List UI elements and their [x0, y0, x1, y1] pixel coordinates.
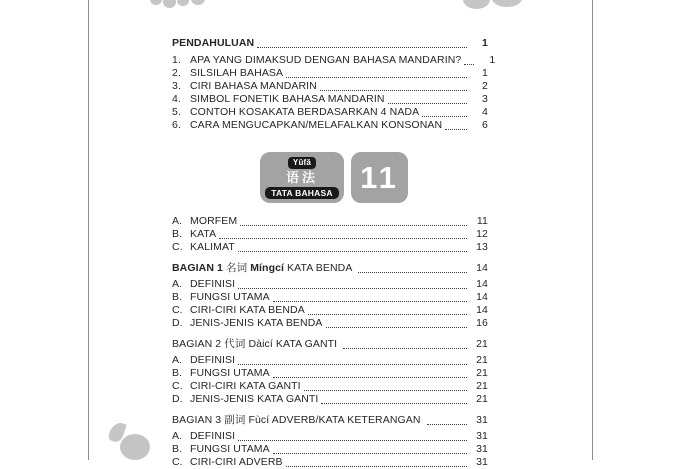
toc-row-label: FUNGSI UTAMA — [190, 367, 270, 379]
section-title-part: 名词 — [225, 262, 248, 274]
toc-row-label: CONTOH KOSAKATA BERDASARKAN 4 NADA — [190, 106, 420, 118]
dot-leader — [273, 377, 467, 378]
toc-row-page: 1 — [489, 54, 496, 66]
toc-row-label: CIRI BAHASA MANDARIN — [190, 80, 317, 92]
intro-item-list — [172, 54, 496, 132]
section-title-part: BAGIAN 3 副词 Fùcí ADVERB/KATA KETERANGAN — [172, 414, 421, 426]
toc-row-number: C. — [172, 304, 183, 316]
dot-leader — [320, 90, 467, 91]
dot-leader — [304, 390, 467, 391]
section-header — [172, 338, 488, 351]
toc-row — [172, 278, 488, 291]
table-of-contents — [172, 37, 496, 469]
toc-row-page: 14 — [476, 278, 488, 290]
chapter-badge — [260, 152, 488, 203]
section-title-part: KATA BENDA — [287, 262, 353, 274]
toc-row-label: JENIS-JENIS KATA GANTI — [190, 393, 319, 405]
dot-leader — [238, 288, 467, 289]
toc-row — [172, 456, 488, 469]
dot-leader — [286, 77, 467, 78]
toc-row-page: 1 — [482, 67, 488, 79]
toc-row — [172, 106, 488, 119]
section-header — [172, 262, 488, 275]
toc-row-page: 21 — [476, 393, 488, 405]
toc-row-page: 31 — [476, 430, 488, 442]
section-title — [172, 262, 355, 275]
dot-leader — [321, 403, 467, 404]
toc-row — [172, 228, 488, 241]
dot-leader — [422, 116, 467, 117]
toc-row-number: B. — [172, 367, 183, 379]
toc-row-label: APA YANG DIMAKSUD DENGAN BAHASA MANDARIN? — [190, 54, 462, 66]
toc-row-page: 31 — [476, 443, 488, 455]
toc-row-number: C. — [172, 380, 183, 392]
intro-title: PENDAHULUAN — [172, 37, 255, 49]
toc-row-page: 14 — [476, 291, 488, 303]
chapter-number-badge — [351, 152, 408, 203]
dot-leader — [257, 47, 467, 48]
toc-row — [172, 367, 488, 380]
toc-row-page: 12 — [476, 228, 488, 240]
toc-row-label: FUNGSI UTAMA — [190, 291, 270, 303]
section-page-number: 21 — [476, 338, 488, 350]
intro-page-number: 1 — [482, 37, 488, 49]
dot-leader — [343, 348, 467, 349]
dot-leader — [445, 129, 467, 130]
toc-row-page: 4 — [482, 106, 488, 118]
toc-row-label: KALIMAT — [190, 241, 235, 253]
dot-leader — [308, 314, 467, 315]
toc-row-label: CIRI-CIRI KATA BENDA — [190, 304, 305, 316]
toc-row-number: 6. — [172, 119, 181, 131]
paw-blob-icon — [463, 0, 523, 12]
toc-row-number: C. — [172, 456, 183, 468]
section-bagian-1 — [172, 262, 488, 330]
toc-row-label: DEFINISI — [190, 430, 236, 442]
toc-row — [172, 380, 488, 393]
toc-row — [172, 354, 488, 367]
toc-row-label: DEFINISI — [190, 354, 236, 366]
toc-row-number: A. — [172, 430, 183, 442]
dot-leader — [240, 225, 467, 226]
toc-row — [172, 317, 488, 330]
toc-row-label: FUNGSI UTAMA — [190, 443, 270, 455]
toc-row — [172, 54, 496, 67]
toc-row — [172, 241, 488, 254]
toc-row-label: SILSILAH BAHASA — [190, 67, 284, 79]
dot-leader — [238, 440, 467, 441]
toc-row-number: C. — [172, 241, 183, 253]
toc-row — [172, 393, 488, 406]
toc-row-number: D. — [172, 317, 183, 329]
toc-row — [172, 430, 488, 443]
toc-row-number: B. — [172, 228, 183, 240]
toc-row-page: 11 — [476, 215, 488, 227]
dot-leader — [238, 364, 467, 365]
dot-leader — [358, 272, 467, 273]
toc-row-number: D. — [172, 393, 183, 405]
toc-row-label: KATA — [190, 228, 217, 240]
toc-row-label: CIRI-CIRI ADVERB — [190, 456, 283, 468]
dot-leader — [238, 251, 467, 252]
toc-row-number: 3. — [172, 80, 181, 92]
cloud-blob-icon — [150, 0, 208, 10]
section-header — [172, 414, 488, 427]
chapter-pinyin: Yǔfǎ — [288, 157, 316, 169]
section-title-part: BAGIAN 2 代词 Dàicí KATA GANTI — [172, 338, 338, 350]
section-title-part: BAGIAN 1 — [172, 262, 223, 274]
toc-row-page: 31 — [476, 456, 488, 468]
toc-row-page: 3 — [482, 93, 488, 105]
toc-row-number: A. — [172, 215, 183, 227]
toc-row-page: 14 — [476, 304, 488, 316]
toc-row — [172, 119, 488, 132]
section-page-number: 14 — [476, 262, 488, 274]
section-page-number: 31 — [476, 414, 488, 426]
toc-row — [172, 67, 488, 80]
intro-header — [172, 37, 488, 50]
section-title-part: Míngcí — [250, 262, 285, 274]
chapter-hanzi: 语法 — [285, 169, 318, 185]
toc-row-label: DEFINISI — [190, 278, 236, 290]
toc-row-label: MORFEM — [190, 215, 238, 227]
dot-leader — [388, 103, 467, 104]
toc-row-number: B. — [172, 443, 183, 455]
toc-row — [172, 291, 488, 304]
toc-row-label: CARA MENGUCAPKAN/MELAFALKAN KONSONAN — [190, 119, 443, 131]
chapter-overview-list — [172, 215, 488, 254]
toc-row-page: 2 — [482, 80, 488, 92]
chapter-subtitle: TATA BAHASA — [265, 187, 338, 199]
chapter-title-badge — [260, 152, 344, 203]
section-bagian-2 — [172, 338, 488, 406]
toc-row-number: 4. — [172, 93, 181, 105]
toc-row-page: 16 — [476, 317, 488, 329]
toc-row-page: 21 — [476, 354, 488, 366]
dot-leader — [326, 327, 467, 328]
dot-leader — [273, 301, 467, 302]
toc-row-page: 21 — [476, 380, 488, 392]
toc-row-number: 5. — [172, 106, 181, 118]
toc-row — [172, 80, 488, 93]
dot-leader — [273, 453, 467, 454]
toc-row-number: A. — [172, 354, 183, 366]
toc-row-label: JENIS-JENIS KATA BENDA — [190, 317, 323, 329]
section-title — [172, 414, 424, 427]
dot-leader — [427, 424, 467, 425]
toc-row — [172, 304, 488, 317]
toc-row-number: 1. — [172, 54, 181, 66]
toc-row — [172, 215, 488, 228]
toc-row-number: A. — [172, 278, 183, 290]
toc-row-page: 6 — [482, 119, 488, 131]
dot-leader — [464, 64, 474, 65]
dot-leader — [219, 238, 467, 239]
toc-row-label: CIRI-CIRI KATA GANTI — [190, 380, 301, 392]
toc-row-number: 2. — [172, 67, 181, 79]
toc-row-number: B. — [172, 291, 183, 303]
leaf-blob-icon — [106, 420, 166, 450]
chapter-number: 11 — [360, 160, 399, 195]
dot-leader — [286, 466, 467, 467]
toc-row-page: 21 — [476, 367, 488, 379]
toc-row — [172, 93, 488, 106]
section-title — [172, 338, 340, 351]
toc-row-page: 13 — [476, 241, 488, 253]
section-bagian-3 — [172, 414, 488, 469]
toc-row-label: SIMBOL FONETIK BAHASA MANDARIN — [190, 93, 385, 105]
